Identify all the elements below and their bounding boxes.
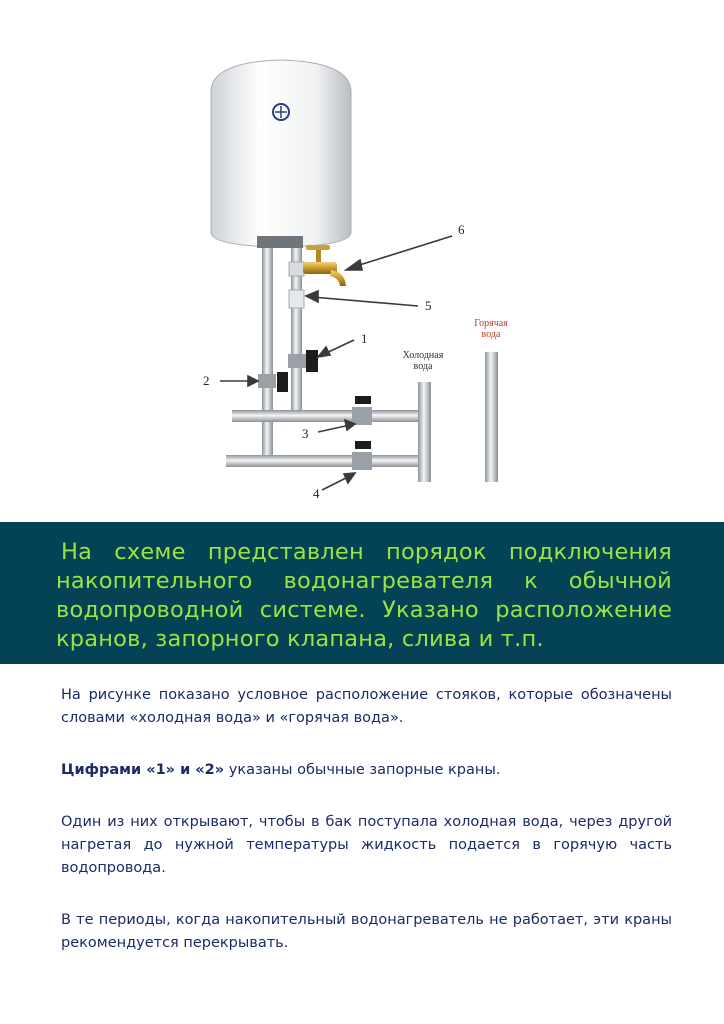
paragraph-1: На рисунке показано условное расположение стояков, которые обозначены словами «холодная вода» и «горячая вода». bbox=[61, 687, 672, 726]
label-2: 2 bbox=[203, 373, 210, 388]
valve-3 bbox=[352, 396, 372, 425]
paragraph-3: Один из них открывают, чтобы в бак поступала холодная вода, через другой нагретая до нужной температуры жидкость подается в горячую часть водопровода. bbox=[61, 814, 672, 876]
water-heater-tank bbox=[211, 60, 351, 248]
label-1: 1 bbox=[361, 331, 368, 346]
cold-water-label-line1: Холодная bbox=[402, 350, 444, 361]
hot-water-label-line2: вода bbox=[481, 329, 501, 340]
label-4: 4 bbox=[313, 486, 320, 501]
cold-water-label-line2: вода bbox=[413, 361, 433, 372]
label-3: 3 bbox=[302, 426, 309, 441]
paragraph-4: В те периоды, когда накопительный водонагреватель не работает, эти краны рекомендуется перекрывать. bbox=[61, 912, 672, 951]
cold-water-label bbox=[386, 350, 460, 372]
paragraph-2 bbox=[61, 759, 672, 782]
hot-water-label bbox=[456, 318, 526, 340]
valve-4 bbox=[352, 441, 372, 470]
thermometer-icon bbox=[273, 104, 289, 120]
article-body bbox=[61, 684, 672, 984]
horizontal-pipes bbox=[226, 410, 430, 467]
caption-text: На схеме представлен порядок подключения накопительного водонагревателя к обычной водопроводной системе. Указано расположение кранов, запорного клапана, слива и т.п. bbox=[56, 539, 672, 652]
paragraph-2-rest: указаны обычные запорные краны. bbox=[224, 762, 501, 778]
caption-banner bbox=[0, 522, 724, 664]
paragraph-2-bold: Цифрами «1» и «2» bbox=[61, 762, 225, 778]
hot-water-label-line1: Горячая bbox=[474, 318, 508, 329]
safety-valve-6 bbox=[303, 245, 346, 286]
label-5: 5 bbox=[425, 298, 432, 313]
label-6: 6 bbox=[458, 222, 465, 237]
